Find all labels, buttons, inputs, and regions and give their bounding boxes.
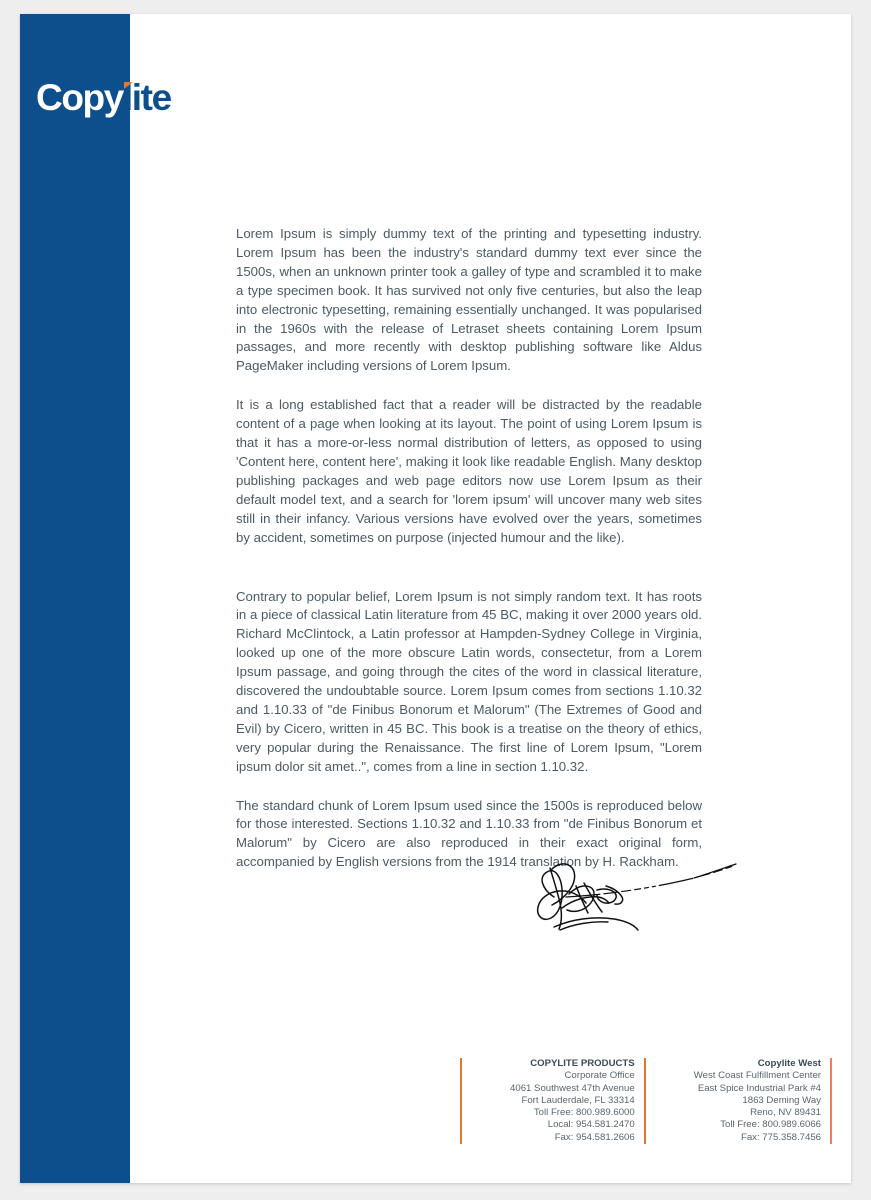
footer-divider-right bbox=[830, 1058, 832, 1144]
letterhead-page bbox=[20, 14, 851, 1183]
footer-address-line: Corporate Office bbox=[564, 1070, 635, 1082]
logo-primary-text: Copy bbox=[36, 77, 123, 118]
footer-address-line: Toll Free: 800.989.6066 bbox=[720, 1119, 821, 1131]
footer-address-block-west bbox=[646, 1058, 830, 1158]
footer-address-line: Toll Free: 800.989.6000 bbox=[533, 1107, 635, 1119]
triangle-accent-icon bbox=[124, 82, 133, 89]
body-paragraph: Lorem Ipsum is simply dummy text of the printing and typesetting industry. Lorem Ipsum has been the industry's standard dummy text ever since the 1500s, when an unknown printer took a galley of type and scrambled it to make a type specimen book. It has survived not only five centuries, but also the leap into electronic typesetting, remaining essentially unchanged. It was popularised in the 1960s with the release of Letraset sheets containing Lorem Ipsum passages, and more recently with desktop publishing software like Aldus PageMaker including versions of Lorem Ipsum. bbox=[236, 226, 702, 374]
document-body bbox=[236, 225, 702, 872]
footer-address-line: East Spice Industrial Park #4 bbox=[697, 1082, 821, 1094]
handwritten-signature-icon bbox=[514, 850, 744, 946]
footer-address-line: Fax: 954.581.2606 bbox=[554, 1131, 635, 1143]
footer-addresses bbox=[460, 1058, 832, 1158]
body-paragraph: Contrary to popular belief, Lorem Ipsum is not simply random text. It has roots in a piece of classical Latin literature from 45 BC, making it over 2000 years old. Richard McClintock, a Latin professor at Hampden-Sydney College in Virginia, looked up one of the more obscure Latin words, consectetur, from a Lorem Ipsum passage, and going through the cites of the word in classical literature, discovered the undoubtable source. Lorem Ipsum comes from sections 1.10.32 and 1.10.33 of "de Finibus Bonorum et Malorum" (The Extremes of Good and Evil) by Cicero, written in 45 BC. This book is a treatise on the theory of ethics, very popular during the Renaissance. The first line of Lorem Ipsum, "Lorem ipsum dolor sit amet..", comes from a line in section 1.10.32. bbox=[236, 588, 702, 774]
footer-address-block-corporate bbox=[462, 1058, 644, 1158]
footer-address-line: 1863 Deming Way bbox=[742, 1094, 821, 1106]
footer-address-line: Local: 954.581.2470 bbox=[547, 1119, 635, 1131]
footer-address-line: West Coast Fulfillment Center bbox=[693, 1070, 821, 1082]
brand-sidebar-bar bbox=[20, 14, 130, 1183]
footer-address-line: Reno, NV 89431 bbox=[750, 1107, 821, 1119]
body-paragraph: The standard chunk of Lorem Ipsum used since the 1500s is reproduced below for those interested. Sections 1.10.32 and 1.10.33 from "de Finibus Bonorum et Malorum" by Cicero are also reproduced in their exact original form, accompanied by English versions from the 1914 translation by H. Rackham. bbox=[236, 797, 702, 870]
footer-block-title: COPYLITE PRODUCTS bbox=[530, 1058, 635, 1069]
logo-secondary-text bbox=[123, 77, 171, 118]
footer-address-line: Fax: 775.358.7456 bbox=[740, 1131, 821, 1143]
company-logo bbox=[36, 76, 171, 120]
footer-address-line: Fort Lauderdale, FL 33314 bbox=[521, 1094, 635, 1106]
logo-secondary-label: lite bbox=[122, 77, 171, 118]
body-paragraph: It is a long established fact that a reader will be distracted by the readable content of a page when looking at its layout. The point of using Lorem Ipsum is that it has a more-or-less normal distribution of letters, as opposed to using 'Content here, content here', making it look like readable English. Many desktop publishing packages and web page editors now use Lorem Ipsum as their default model text, and a search for 'lorem ipsum' will uncover many web sites still in their infancy. Various versions have evolved over the years, sometimes by accident, sometimes on purpose (injected humour and the like). bbox=[236, 397, 702, 545]
footer-block-title: Copylite West bbox=[757, 1058, 821, 1069]
footer-address-line: 4061 Southwest 47th Avenue bbox=[510, 1082, 635, 1094]
